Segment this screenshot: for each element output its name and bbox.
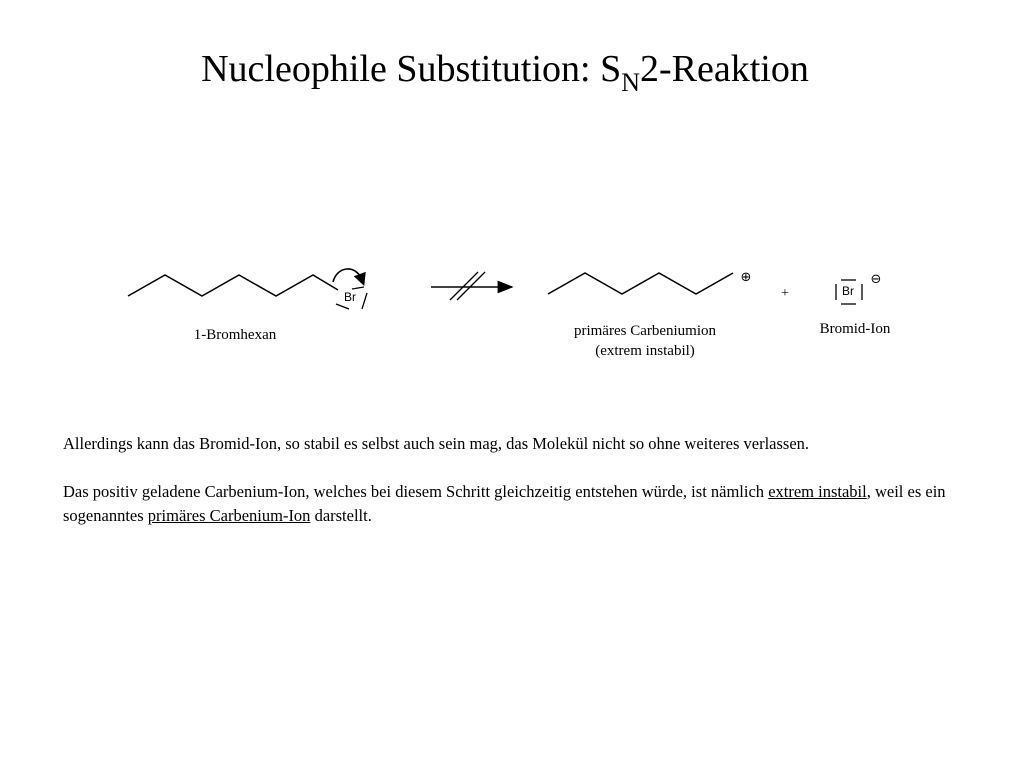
curved-electron-arrow: [333, 269, 362, 282]
strike-line: [457, 272, 485, 300]
lone-pair-bar: [336, 304, 349, 309]
lone-pair-bar: [352, 287, 364, 289]
carbenium-chain: [548, 273, 733, 294]
title-main: Nucleophile Substitution: S: [201, 48, 622, 90]
positive-charge-icon: ⊕: [740, 270, 752, 285]
bromohexane-chain: [128, 275, 338, 296]
caption-product-line2: (extrem instabil): [595, 343, 695, 359]
bromide-atom-label: Br: [842, 284, 854, 298]
lone-pair-bar: [362, 293, 367, 309]
underlined-extrem-instabil: extrem instabil: [768, 482, 867, 501]
caption-product: [545, 321, 745, 361]
caption-reactant: 1-Bromhexan: [193, 327, 277, 343]
caption-ion: Bromid-Ion: [819, 321, 891, 337]
plus-sign: +: [781, 286, 789, 301]
title-end: 2-Reaktion: [640, 48, 809, 90]
paragraph-2: [63, 480, 983, 528]
underlined-primaeres-carbenium-ion: primäres Carbenium-Ion: [147, 506, 311, 525]
p2-text-c: darstellt.: [310, 506, 372, 525]
negative-charge-icon: ⊖: [870, 272, 882, 287]
caption-product-line1: primäres Carbeniumion: [573, 323, 717, 339]
p2-text-a: Das positiv geladene Carbenium-Ion, welches bei diesem Schritt gleichzeitig entstehen würde, ist nämlich: [63, 482, 769, 501]
title-subscript: N: [621, 68, 641, 97]
paragraph-1: Allerdings kann das Bromid-Ion, so stabil es selbst auch sein mag, das Molekül nicht so ohne weiteres verlassen.: [63, 434, 810, 453]
strike-line: [450, 272, 478, 300]
p2-text-b: , weil es ein sogenanntes: [63, 482, 946, 525]
br-atom-label: Br: [344, 290, 356, 304]
